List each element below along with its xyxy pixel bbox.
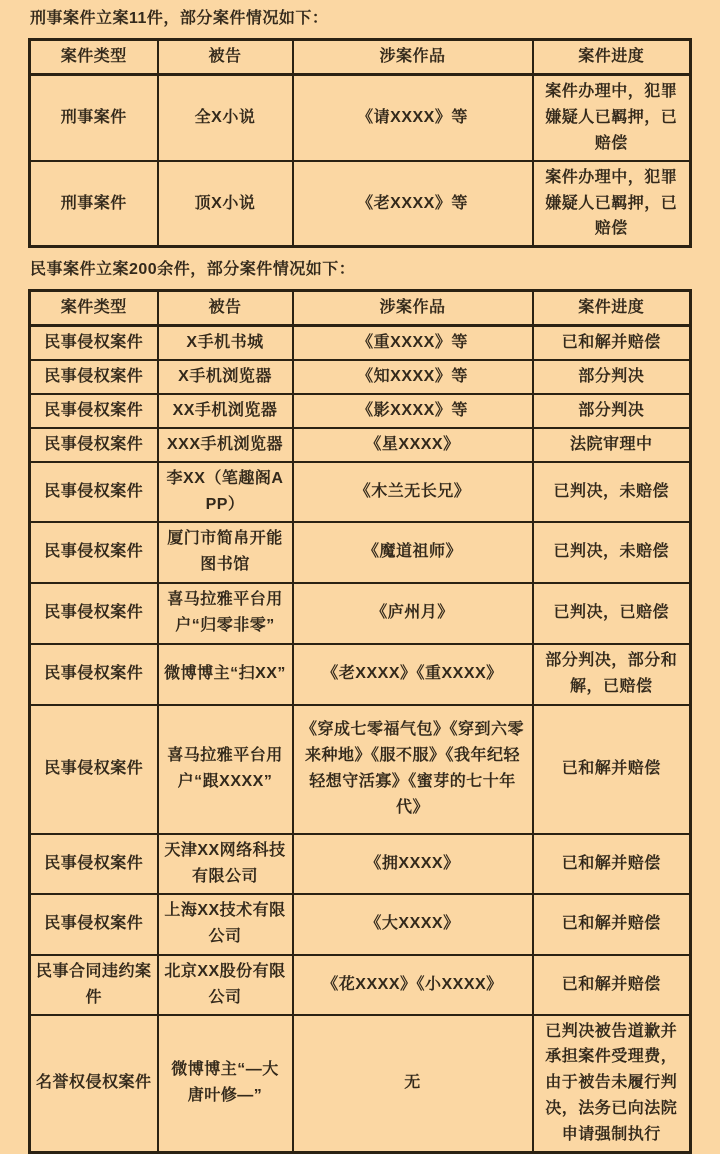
- cell-works: 《拥XXXX》: [293, 834, 533, 894]
- header-progress: 案件进度: [533, 291, 691, 326]
- cell-progress: 部分判决: [533, 360, 691, 394]
- cell-case-type: 民事侵权案件: [30, 394, 158, 428]
- table-row: [30, 894, 691, 955]
- cell-defendant: 天津XX网络科技有限公司: [158, 834, 293, 894]
- cell-progress: 法院审理中: [533, 428, 691, 462]
- cell-defendant: X手机书城: [158, 326, 293, 360]
- cell-defendant: XXX手机浏览器: [158, 428, 293, 462]
- table-row: [30, 360, 691, 394]
- cell-works: 《魔道祖师》: [293, 522, 533, 583]
- cell-case-type: 民事侵权案件: [30, 894, 158, 955]
- header-defendant: 被告: [158, 291, 293, 326]
- header-case-type: 案件类型: [30, 291, 158, 326]
- cell-progress: 已判决，已赔偿: [533, 583, 691, 644]
- header-progress: 案件进度: [533, 40, 691, 75]
- cell-progress: 已和解并赔偿: [533, 326, 691, 360]
- cell-case-type: 民事侵权案件: [30, 583, 158, 644]
- cell-defendant: 上海XX技术有限公司: [158, 894, 293, 955]
- cell-defendant: 李XX（笔趣阁APP）: [158, 462, 293, 522]
- cell-progress: 案件办理中，犯罪嫌疑人已羁押，已赔偿: [533, 161, 691, 247]
- table-row: [30, 326, 691, 360]
- table-row: [30, 462, 691, 522]
- cell-defendant: 喜马拉雅平台用户“跟XXXX”: [158, 705, 293, 834]
- cell-case-type: 名誉权侵权案件: [30, 1015, 158, 1153]
- cell-works: 《知XXXX》等: [293, 360, 533, 394]
- table-row: [30, 1015, 691, 1153]
- cell-defendant: 顶X小说: [158, 161, 293, 247]
- header-case-type: 案件类型: [30, 40, 158, 75]
- cell-case-type: 刑事案件: [30, 161, 158, 247]
- cell-defendant: X手机浏览器: [158, 360, 293, 394]
- header-defendant: 被告: [158, 40, 293, 75]
- intro-criminal-text: 刑事案件立案11件，部分案件情况如下：: [30, 10, 329, 27]
- cell-case-type: 民事侵权案件: [30, 360, 158, 394]
- cell-works: 《老XXXX》《重XXXX》: [293, 644, 533, 705]
- cell-progress: 部分判决，部分和解，已赔偿: [533, 644, 691, 705]
- cell-defendant: 微博博主“扫XX”: [158, 644, 293, 705]
- cell-case-type: 民事侵权案件: [30, 834, 158, 894]
- table-row: [30, 522, 691, 583]
- cell-case-type: 民事侵权案件: [30, 462, 158, 522]
- cell-case-type: 民事侵权案件: [30, 522, 158, 583]
- cell-case-type: 民事侵权案件: [30, 428, 158, 462]
- cell-progress: 已判决，未赔偿: [533, 462, 691, 522]
- cell-defendant: 喜马拉雅平台用户“归零非零”: [158, 583, 293, 644]
- intro-civil-text: 民事案件立案200余件，部分案件情况如下：: [30, 261, 356, 279]
- cell-works: 《木兰无长兄》: [293, 462, 533, 522]
- cell-progress: 部分判决: [533, 394, 691, 428]
- cell-works: 《影XXXX》等: [293, 394, 533, 428]
- cell-progress: 案件办理中，犯罪嫌疑人已羁押，已赔偿: [533, 74, 691, 160]
- table-row: [30, 161, 691, 247]
- table-row: [30, 428, 691, 462]
- cell-case-type: 民事侵权案件: [30, 326, 158, 360]
- cell-case-type: 民事合同违约案件: [30, 955, 158, 1015]
- table-row: [30, 705, 691, 834]
- cell-works: 《庐州月》: [293, 583, 533, 644]
- cell-works: 《请XXXX》等: [293, 74, 533, 160]
- civil-cases-table: [28, 289, 692, 1154]
- criminal-cases-table: [28, 38, 692, 248]
- cell-case-type: 民事侵权案件: [30, 705, 158, 834]
- header-works: 涉案作品: [293, 291, 533, 326]
- table-row: [30, 74, 691, 160]
- cell-progress: 已判决，未赔偿: [533, 522, 691, 583]
- header-works: 涉案作品: [293, 40, 533, 75]
- cell-case-type: 刑事案件: [30, 74, 158, 160]
- cell-works: 《老XXXX》等: [293, 161, 533, 247]
- table-row: [30, 583, 691, 644]
- table-row: [30, 955, 691, 1015]
- cell-works: 《大XXXX》: [293, 894, 533, 955]
- cell-works: 《穿成七零福气包》《穿到六零来种地》《服不服》《我年纪轻轻想守活寡》《蜜芽的七十年代》: [293, 705, 533, 834]
- cell-progress: 已和解并赔偿: [533, 894, 691, 955]
- table-row: [30, 644, 691, 705]
- civil-table-header-row: [30, 291, 691, 326]
- criminal-table-header-row: [30, 40, 691, 75]
- cell-progress: 已和解并赔偿: [533, 955, 691, 1015]
- table-row: [30, 394, 691, 428]
- cell-defendant: 厦门市简帛开能图书馆: [158, 522, 293, 583]
- cell-defendant: 微博博主“—大唐叶修—”: [158, 1015, 293, 1153]
- cell-progress: 已判决被告道歉并承担案件受理费，由于被告未履行判决，法务已向法院申请强制执行: [533, 1015, 691, 1153]
- cell-works: 《重XXXX》等: [293, 326, 533, 360]
- cell-defendant: 北京XX股份有限公司: [158, 955, 293, 1015]
- cell-works: 无: [293, 1015, 533, 1153]
- cell-progress: 已和解并赔偿: [533, 705, 691, 834]
- cell-works: 《花XXXX》《小XXXX》: [293, 955, 533, 1015]
- cell-case-type: 民事侵权案件: [30, 644, 158, 705]
- cell-defendant: 全X小说: [158, 74, 293, 160]
- cell-defendant: XX手机浏览器: [158, 394, 293, 428]
- cell-progress: 已和解并赔偿: [533, 834, 691, 894]
- table-row: [30, 834, 691, 894]
- cell-works: 《星XXXX》: [293, 428, 533, 462]
